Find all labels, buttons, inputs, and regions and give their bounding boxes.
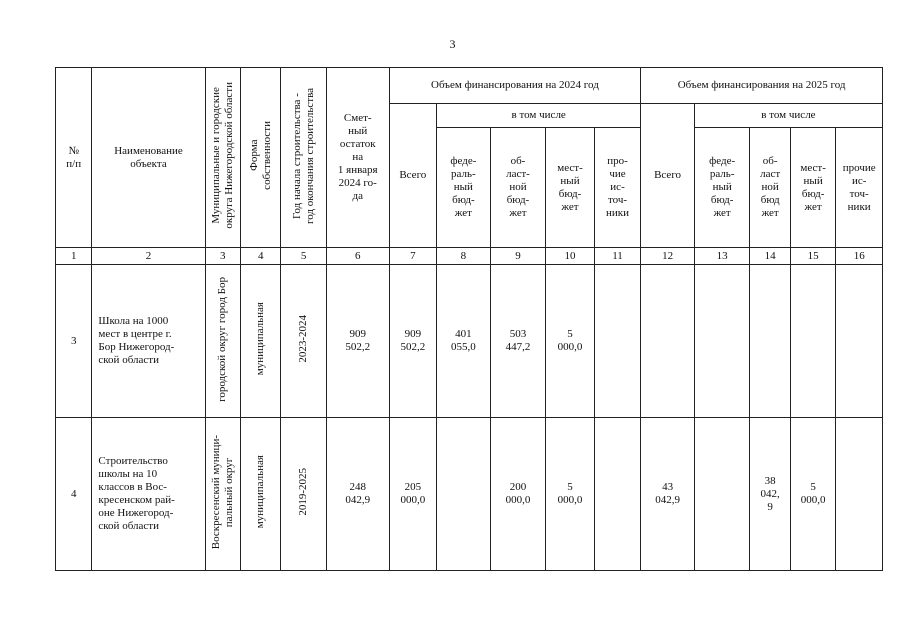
header-municipality-cell	[205, 68, 240, 248]
row-years: 2023-2024	[297, 315, 310, 363]
row-estimate: 248 042,9	[326, 418, 389, 571]
header-ownership-cell	[240, 68, 280, 248]
row-municipality: городской округ город Бор	[216, 276, 229, 402]
row-other-2025	[836, 418, 883, 571]
row-federal-2024: 401 055,0	[437, 265, 491, 418]
header-other-2024: про- чие ис- точ- ники	[594, 128, 641, 248]
page-number: 3	[449, 37, 456, 51]
header-regional-2024: об- ласт- ной бюд- жет	[490, 128, 546, 248]
header-including-2025: в том числе	[694, 104, 882, 128]
row-years-cell	[281, 418, 326, 571]
header-ownership: Форма собственности	[247, 121, 273, 190]
col-number: 1	[56, 248, 92, 265]
financing-table	[55, 67, 883, 571]
row-local-2025	[790, 265, 835, 418]
row-other-2025	[836, 265, 883, 418]
header-including-2024: в том числе	[437, 104, 641, 128]
row-municipality: Воскресенский муници- пальный округ	[209, 434, 235, 550]
col-number: 3	[205, 248, 240, 265]
row-municipality-cell	[205, 418, 240, 571]
row-ownership: муниципальная	[254, 302, 267, 376]
row-num: 3	[56, 265, 92, 418]
col-number: 11	[594, 248, 641, 265]
row-local-2024: 5 000,0	[546, 418, 595, 571]
header-years: Год начала строительства - год окончания строительства	[290, 87, 316, 224]
row-ownership-cell	[240, 265, 280, 418]
row-other-2024	[594, 418, 641, 571]
row-years-cell	[281, 265, 326, 418]
table-row	[56, 418, 883, 571]
col-number: 4	[240, 248, 280, 265]
row-ownership-cell	[240, 418, 280, 571]
header-total-2024: Всего	[389, 104, 437, 248]
col-number: 15	[790, 248, 835, 265]
row-num: 4	[56, 418, 92, 571]
header-regional-2025: об- ласт ной бюд жет	[750, 128, 790, 248]
row-regional-2024: 200 000,0	[490, 418, 546, 571]
row-other-2024	[594, 265, 641, 418]
row-total-2024: 205 000,0	[389, 418, 437, 571]
col-number: 9	[490, 248, 546, 265]
col-number: 10	[546, 248, 595, 265]
row-federal-2025	[694, 418, 750, 571]
col-number: 12	[641, 248, 695, 265]
header-name: Наименование объекта	[92, 68, 205, 248]
table-row	[56, 265, 883, 418]
row-total-2025: 43 042,9	[641, 418, 695, 571]
header-local-2025: мест- ный бюд- жет	[790, 128, 835, 248]
col-number: 13	[694, 248, 750, 265]
row-regional-2025: 38 042, 9	[750, 418, 790, 571]
header-federal-2024: федe- раль- ный бюд- жет	[437, 128, 491, 248]
col-number: 2	[92, 248, 205, 265]
row-federal-2025	[694, 265, 750, 418]
header-other-2025: прочие ис- точ- ники	[836, 128, 883, 248]
header-fin-2025: Объем финансирования на 2025 год	[641, 68, 883, 104]
header-federal-2025: федe- раль- ный бюд- жет	[694, 128, 750, 248]
row-estimate: 909 502,2	[326, 265, 389, 418]
col-number: 7	[389, 248, 437, 265]
column-numbers-row	[56, 248, 883, 265]
col-number: 5	[281, 248, 326, 265]
row-federal-2024	[437, 418, 491, 571]
col-number: 6	[326, 248, 389, 265]
col-number: 14	[750, 248, 790, 265]
row-local-2024: 5 000,0	[546, 265, 595, 418]
header-municipality: Муниципальные и городские округа Нижегородской области	[209, 82, 235, 229]
header-local-2024: мест- ный бюд- жет	[546, 128, 595, 248]
col-number: 8	[437, 248, 491, 265]
header-total-2025: Всего	[641, 104, 695, 248]
row-years: 2019-2025	[297, 468, 310, 516]
row-regional-2024: 503 447,2	[490, 265, 546, 418]
header-estimate: Смет- ный остаток на 1 января 2024 го- да	[326, 68, 389, 248]
header-row-1	[56, 68, 883, 104]
row-municipality-cell	[205, 265, 240, 418]
row-object-name: Строительство школы на 10 классов в Вос- кресенском рай- оне Нижегород- ской области	[92, 418, 205, 571]
row-total-2025	[641, 265, 695, 418]
row-object-name: Школа на 1000 мест в центре г. Бор Нижегород- ской области	[92, 265, 205, 418]
header-years-cell	[281, 68, 326, 248]
header-num: № п/п	[56, 68, 92, 248]
col-number: 16	[836, 248, 883, 265]
row-local-2025: 5 000,0	[790, 418, 835, 571]
row-regional-2025	[750, 265, 790, 418]
row-ownership: муниципальная	[254, 455, 267, 529]
header-fin-2024: Объем финансирования на 2024 год	[389, 68, 641, 104]
row-total-2024: 909 502,2	[389, 265, 437, 418]
